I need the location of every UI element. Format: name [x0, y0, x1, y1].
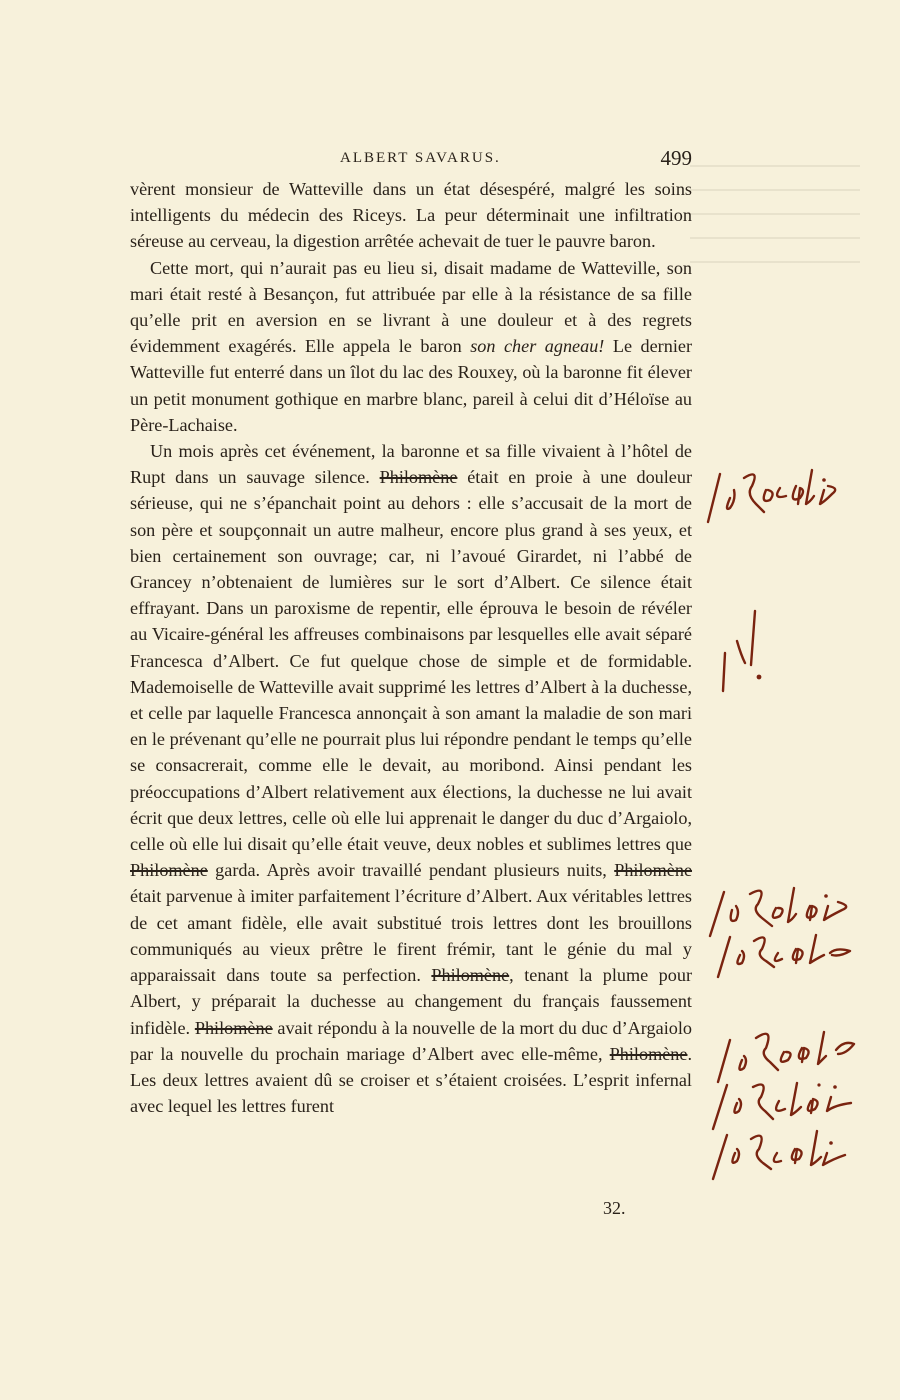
struck-name: Philomène: [130, 860, 208, 881]
vicaire-word: Vicaire: [151, 624, 205, 645]
struck-name: Philomène: [609, 1043, 688, 1064]
handwritten-note: [705, 1125, 865, 1185]
handwritten-note: [712, 1020, 862, 1090]
handwritten-note: [700, 460, 850, 530]
signature-mark: 32.: [603, 1198, 626, 1218]
body-text: [130, 176, 692, 1119]
struck-name: Philomène: [379, 467, 458, 488]
struck-name: Philomène: [614, 860, 693, 881]
struck-name: Philomène: [194, 1017, 273, 1038]
paragraph-1: vèrent monsieur de Watteville dans un état désespéré, malgré les soins intelligents du médecin des Riceys. La peur déterminait une infiltration séreuse au cerveau, la digestion arrêtée achevait de tuer le pauvre baron.: [130, 179, 692, 252]
handwritten-note: [702, 880, 862, 940]
page-header: [130, 148, 692, 174]
handwritten-note: [712, 925, 862, 985]
paragraph-2: Cette mort, qui n’aurait pas eu lieu si, disait madame de Watteville, son mari était resté à Besançon, fut attribuée par elle à la résistance de sa fille qu’elle prit en aversion en se livrant à une douleur et à des regrets évidemment exagérés. Elle appela le baron son cher agneau! Le dernier Watteville fut enterré dans un îlot du lac des Rouxey, où la baronne fit élever un petit monument gothique en marbre blanc, pareil à celui dit d’Héloïse au Père-Lachaise.: [130, 257, 693, 435]
running-title: ALBERT SAVARUS.: [340, 150, 501, 166]
page-number: 499: [660, 146, 692, 170]
bleed-through: [690, 165, 860, 285]
insertion-mark: [715, 605, 775, 700]
paragraph-3: Un mois après cet événement, la baronne et sa fille vivaient à l’hôtel de Rupt dans un sauvage silence. Philomène était en proie à une douleur sérieuse, qui ne s’épanchait point au dehors : elle s’accusait de la mort de son père et soupçonnait un autre malheur, encore plus grand à ses yeux, et bien certainement son ouvrage; car, ni l’avoué Girardet, ni l’abbé de Grancey n’obtenaient de lumières sur le sort d’Albert. Ce silence était effrayant. Dans un paroxisme de repentir, elle éprouva le besoin de révéler au Vicaire-général les affreuses combinaisons par lesquelles elle avait séparé Francesca d’Albert. Ce fut quelque chose de simple et de formidable. Mademoiselle de Watteville avait supprimé les lettres d’Albert à la duchesse, et celle par laquelle Francesca annonçait à son amant la maladie de son mari en le prévenant qu’elle ne pourrait plus lui répondre pendant le temps qu’elle se consacrerait, comme elle le devait, au moribond. Ainsi pendant les préoccupations d’Albert relativement aux élections, la duchesse ne lui avait écrit que deux lettres, celle où elle lui apprenait le danger du duc d’Argaiolo, celle où elle lui disait qu’elle était veuve, deux nobles et sublimes lettres que Philomène garda. Après avoir travaillé pendant plusieurs nuits, Philomène était parvenue à imiter parfaitement l’écriture d’Albert. Aux véritables lettres de cet amant fidèle, elle avait substitué trois lettres dont les brouillons communiqués au vieux prêtre le firent frémir, tant le génie du mal y apparaissait dans toute sa perfection. Philomène, tenant la plume pour Albert, y préparait la duchesse au changement du français faussement infidèle. Philomène avait répondu à la nouvelle de la mort du duc d’Argaiolo par la nouvelle du prochain mariage d’Albert avec elle-même, Philomène. Les deux lettres avaient dû se croiser et s’étaient croisées. L’esprit infernal avec lequel les lettres furent: [130, 441, 693, 1117]
italic-phrase: son cher agneau!: [470, 336, 605, 357]
struck-name: Philomène: [431, 965, 510, 986]
handwritten-note: [705, 1075, 865, 1135]
